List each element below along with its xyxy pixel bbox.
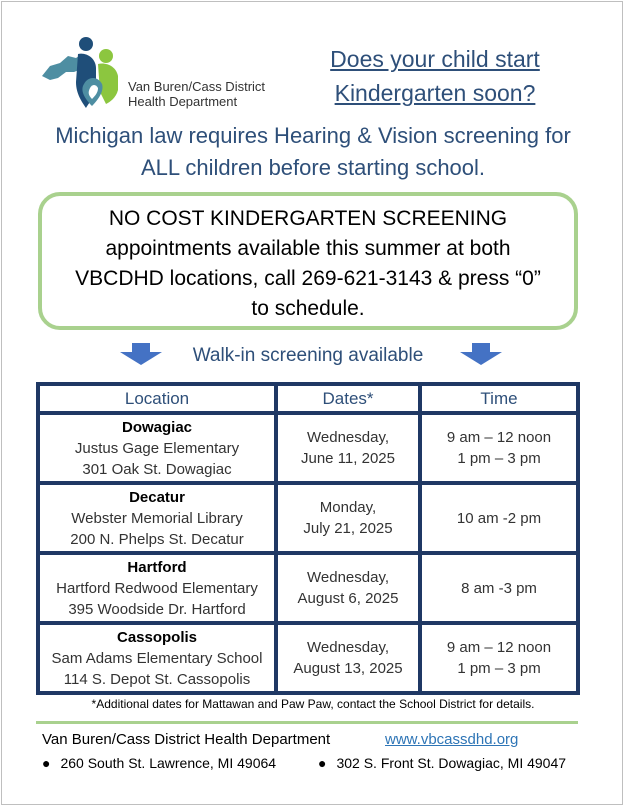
health-department-logo-icon [40, 32, 130, 112]
date-weekday: Monday, [319, 499, 377, 516]
date-weekday: Wednesday, [307, 429, 389, 446]
callout-line-2: appointments available this summer at both [105, 237, 511, 260]
date-weekday: Wednesday, [307, 639, 389, 656]
website-link[interactable]: www.vbcassdhd.org [385, 731, 519, 748]
table-row-time [422, 415, 576, 481]
date-weekday: Wednesday, [307, 569, 389, 586]
table-row-time [422, 485, 576, 551]
callout-line-1: NO COST KINDERGARTEN SCREENING [108, 207, 508, 230]
logo-text [128, 79, 265, 109]
footnote: *Additional dates for Mattawan and Paw Paw, contact the School District for details. [91, 697, 535, 711]
headline-line-1: Does your child start [330, 46, 540, 72]
table-row-location [40, 555, 274, 621]
location-address: 200 N. Phelps St. Decatur [70, 530, 244, 548]
footer-divider [36, 721, 578, 724]
location-city: Hartford [127, 558, 187, 576]
table-row-date [278, 415, 418, 481]
bullet-icon: ● [42, 755, 51, 771]
location-address: 114 S. Depot St. Cassopolis [63, 670, 251, 688]
table-row-location [40, 485, 274, 551]
law-statement [20, 120, 606, 184]
location-address: 395 Woodside Dr. Hartford [68, 600, 246, 618]
time-afternoon: 1 pm – 3 pm [457, 660, 541, 677]
law-line-1: Michigan law requires Hearing & Vision screening for [55, 123, 571, 148]
location-venue: Hartford Redwood Elementary [56, 579, 258, 597]
location-city: Decatur [129, 488, 185, 506]
footer-org-name: Van Buren/Cass District Health Department [42, 731, 331, 748]
time-afternoon: 1 pm – 3 pm [457, 450, 541, 467]
column-header-location: Location [40, 386, 274, 411]
screening-callout [38, 192, 578, 330]
logo-line-2: Health Department [128, 94, 238, 109]
time-range: 10 am -2 pm [456, 509, 542, 527]
table-row-time [422, 555, 576, 621]
law-line-2: ALL children before starting school. [140, 155, 486, 180]
table-row-date [278, 485, 418, 551]
date-day: July 21, 2025 [303, 520, 393, 537]
table-row-date [278, 555, 418, 621]
address-dowagiac [318, 755, 566, 771]
location-city: Dowagiac [121, 418, 193, 436]
arrow-down-icon [120, 343, 162, 365]
column-header-dates: Dates* [278, 386, 418, 411]
date-day: August 6, 2025 [297, 590, 399, 607]
time-morning: 9 am – 12 noon [446, 429, 552, 446]
headline-line-2: Kindergarten soon? [334, 80, 536, 106]
table-row-location [40, 415, 274, 481]
date-day: June 11, 2025 [301, 450, 395, 467]
walkin-notice: Walk-in screening available [192, 345, 424, 366]
callout-line-3: VBCDHD locations, call 269-621-3143 & press “0” [75, 267, 541, 290]
time-range: 8 am -3 pm [461, 579, 537, 597]
logo-line-1: Van Buren/Cass District [128, 79, 266, 94]
address-lawrence-text: 260 South St. Lawrence, MI 49064 [60, 755, 277, 771]
location-venue: Sam Adams Elementary School [51, 649, 263, 667]
location-venue: Justus Gage Elementary [74, 439, 240, 457]
location-city: Cassopolis [116, 628, 198, 646]
callout-line-4: to schedule. [251, 297, 365, 320]
location-venue: Webster Memorial Library [71, 509, 243, 527]
bullet-icon: ● [318, 755, 327, 771]
time-morning: 9 am – 12 noon [446, 639, 552, 656]
location-address: 301 Oak St. Dowagiac [82, 460, 232, 478]
table-row-date [278, 625, 418, 691]
column-header-time: Time [422, 386, 576, 411]
table-row-time [422, 625, 576, 691]
address-dowagiac-text: 302 S. Front St. Dowagiac, MI 49047 [336, 755, 567, 771]
headline [300, 42, 570, 110]
screening-schedule-table [36, 382, 580, 695]
arrow-down-icon [460, 343, 502, 365]
table-row-location [40, 625, 274, 691]
address-lawrence [42, 755, 276, 771]
date-day: August 13, 2025 [293, 660, 403, 677]
